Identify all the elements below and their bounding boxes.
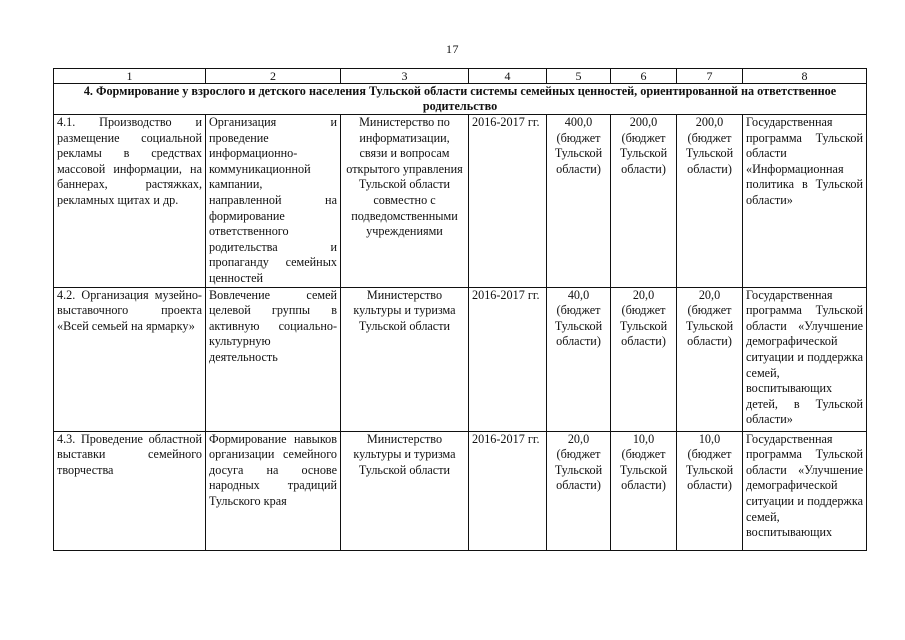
measure-name: 4.1. Производство и размещение социальной рекламы в средствах массовой информации, на баннерах, растяжках, рекламных щитах и др.: [54, 115, 206, 288]
amount: 400,0: [564, 115, 593, 129]
source-line: Тульской: [685, 462, 734, 477]
header-cell: 8: [743, 69, 867, 84]
source-line: Тульской: [619, 318, 668, 333]
source-line: (бюджет: [687, 130, 732, 145]
source-line: Тульской: [619, 462, 668, 477]
header-cell: 6: [611, 69, 677, 84]
funding-year-2: [677, 287, 743, 431]
header-cell: 1: [54, 69, 206, 84]
header-cell: 4: [469, 69, 547, 84]
funding-year-1: [611, 287, 677, 431]
measures-table: [53, 68, 867, 551]
header-cell: 2: [206, 69, 341, 84]
page-number: 17: [446, 42, 459, 56]
source-line: области): [687, 334, 732, 349]
source-line: (бюджет: [621, 130, 666, 145]
section-row: [54, 84, 867, 115]
source-line: области): [687, 161, 732, 176]
source-line: области): [621, 161, 666, 176]
funding-total: [547, 431, 611, 550]
source-line: области): [556, 334, 601, 349]
source-line: Тульской: [685, 318, 734, 333]
measure-name: 4.3. Проведение областной выставки семейного творчества: [54, 431, 206, 550]
header-cell: 3: [341, 69, 469, 84]
funding-year-2: [677, 115, 743, 288]
header-cell: 7: [677, 69, 743, 84]
source-line: Тульской: [685, 146, 734, 161]
funding-year-1: [611, 431, 677, 550]
amount: 10,0: [632, 431, 655, 446]
amount: 20,0: [698, 287, 721, 302]
funding-total: [547, 287, 611, 431]
header-row: [54, 69, 867, 84]
source-line: области): [556, 161, 601, 176]
program-reference: Государственная программа Тульской области «Улучшение демографической ситуации и поддержка семей, воспитывающих детей, в Тульской области»: [743, 287, 867, 431]
funding-year-1: [611, 115, 677, 288]
responsible-executor: Министерство культуры и туризма Тульской области: [341, 431, 469, 550]
period: 2016-2017 гг.: [469, 431, 547, 550]
source-line: области): [621, 478, 666, 493]
section-title: 4. Формирование у взрослого и детского населения Тульской области системы семейных ценностей, ориентированной на ответственное родительство: [54, 84, 867, 115]
program-reference: Государственная программа Тульской области «Информационная политика в Тульской области»: [743, 115, 867, 288]
period: 2016-2017 гг.: [469, 115, 547, 288]
source-line: (бюджет: [687, 447, 732, 462]
amount: 200,0: [695, 115, 724, 129]
responsible-executor: Министерство культуры и туризма Тульской области: [341, 287, 469, 431]
source-line: области): [556, 478, 601, 493]
responsible-executor: Министерство по информатизации, связи и вопросам открытого управления Тульской области совместно с подведомственными учреждениями: [341, 115, 469, 288]
funding-total: [547, 115, 611, 288]
header-cell: 5: [547, 69, 611, 84]
source-line: (бюджет: [621, 303, 666, 318]
amount: 40,0: [567, 287, 590, 302]
funding-year-2: [677, 431, 743, 550]
source-line: Тульской: [619, 146, 668, 161]
source-line: Тульской: [554, 318, 603, 333]
table-row: [54, 431, 867, 550]
period: 2016-2017 гг.: [469, 287, 547, 431]
measure-content: Организация и проведение информационно-коммуникационной кампании, направленной на формирование ответственного родительства и пропаганду семейных ценностей: [206, 115, 341, 288]
amount: 200,0: [629, 115, 658, 129]
amount: 10,0: [698, 431, 721, 446]
measure-name: 4.2. Организация музейно-выставочного проекта «Всей семьей на ярмарку»: [54, 287, 206, 431]
source-line: (бюджет: [556, 303, 601, 318]
table-row: [54, 287, 867, 431]
source-line: (бюджет: [621, 447, 666, 462]
source-line: (бюджет: [687, 303, 732, 318]
source-line: области): [687, 478, 732, 493]
amount: 20,0: [567, 431, 590, 446]
measure-content: Формирование навыков организации семейного досуга на основе народных традиций Тульского края: [206, 431, 341, 550]
source-line: (бюджет: [556, 447, 601, 462]
amount: 20,0: [632, 287, 655, 302]
program-reference: Государственная программа Тульской области «Улучшение демографической ситуации и поддержка семей, воспитывающих: [743, 431, 867, 550]
source-line: области): [621, 334, 666, 349]
source-line: Тульской: [554, 462, 603, 477]
source-line: Тульской: [554, 146, 603, 161]
table-row: [54, 115, 867, 288]
measure-content: Вовлечение семей целевой группы в активную социально-культурную деятельность: [206, 287, 341, 431]
source-line: (бюджет: [556, 130, 601, 145]
